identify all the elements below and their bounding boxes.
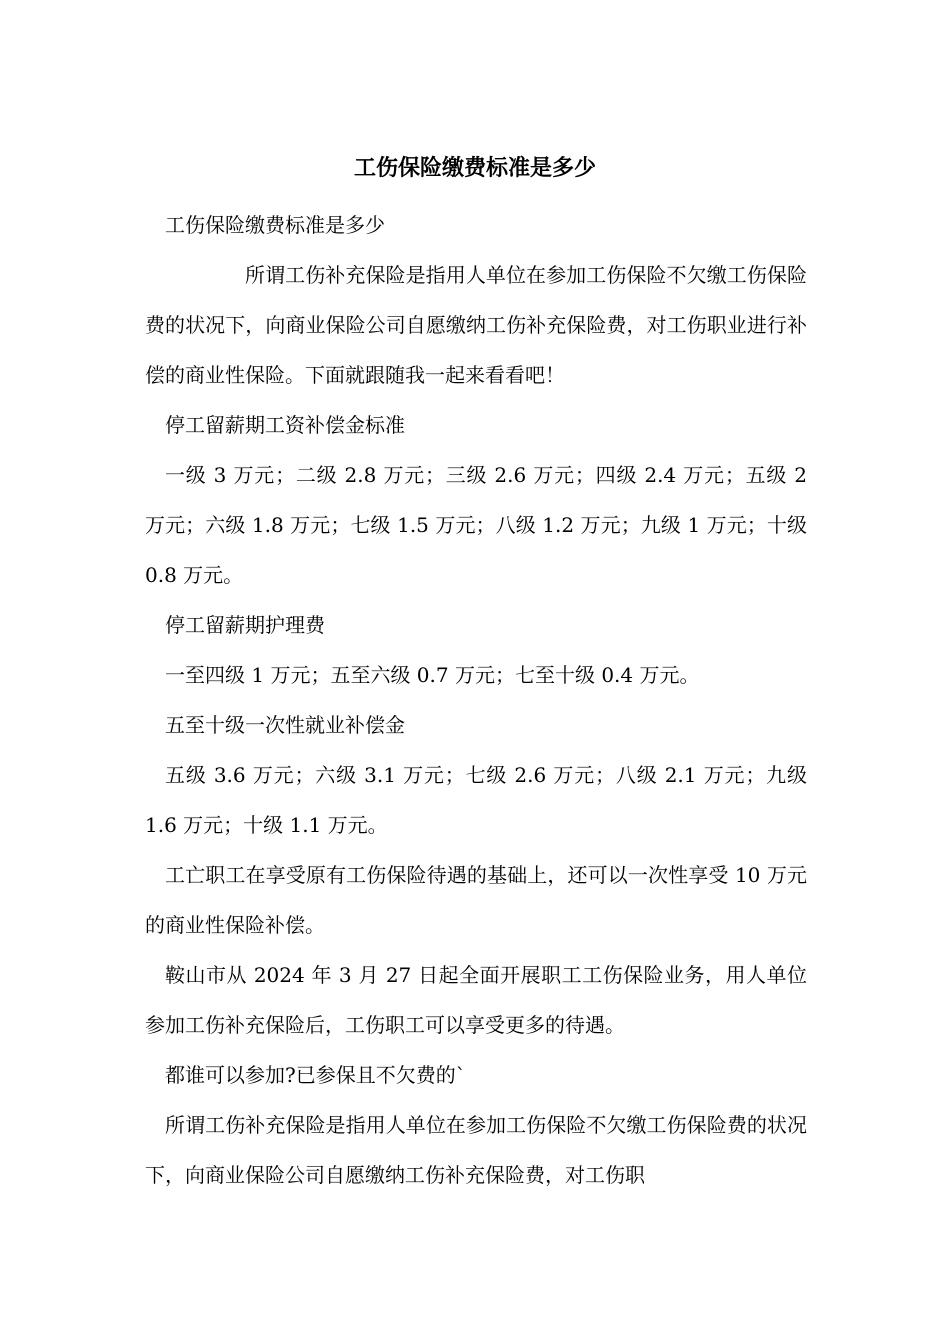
paragraph-nursing-fee-levels: 一至四级 1 万元；五至六级 0.7 万元；七至十级 0.4 万元。 [165, 663, 700, 687]
paragraph-death-compensation: 工亡职工在享受原有工伤保险待遇的基础上，还可以一次性享受 10 万元的商业性保险补偿。 [145, 863, 807, 937]
paragraph-anshan-program: 鞍山市从 2024 年 3 月 27 日起全面开展职工工伤保险业务，用人单位参加工伤补充保险后，工伤职工可以享受更多的待遇。 [145, 963, 807, 1037]
paragraph-heading-employment-compensation: 五至十级一次性就业补偿金 [165, 713, 405, 737]
paragraph-subtitle: 工伤保险缴费标准是多少 [165, 213, 385, 237]
paragraph-definition-repeat: 所谓工伤补充保险是指用人单位在参加工伤保险不欠缴工伤保险费的状况下，向商业保险公司自愿缴纳工伤补充保险费，对工伤职 [145, 1113, 807, 1187]
document-title: 工伤保险缴费标准是多少 [353, 155, 596, 181]
paragraph-heading-nursing-fee: 停工留薪期护理费 [165, 613, 325, 637]
document-body [145, 200, 807, 1200]
paragraph-wage-compensation-levels: 一级 3 万元；二级 2.8 万元；三级 2.6 万元；四级 2.4 万元；五级 2 万元；六级 1.8 万元；七级 1.5 万元；八级 1.2 万元；九级 1 万元；十级 0.8 万元。 [145, 463, 807, 587]
paragraph-eligibility: 都谁可以参加?已参保且不欠费的` [165, 1063, 466, 1087]
paragraph-heading-wage-compensation: 停工留薪期工资补偿金标准 [165, 413, 405, 437]
paragraph-intro: 所谓工伤补充保险是指用人单位在参加工伤保险不欠缴工伤保险费的状况下，向商业保险公司自愿缴纳工伤补充保险费，对工伤职业进行补偿的商业性保险。下面就跟随我一起来看看吧！ [145, 263, 807, 387]
paragraph-employment-compensation-levels: 五级 3.6 万元；六级 3.1 万元；七级 2.6 万元；八级 2.1 万元；九级 1.6 万元；十级 1.1 万元。 [145, 763, 807, 837]
